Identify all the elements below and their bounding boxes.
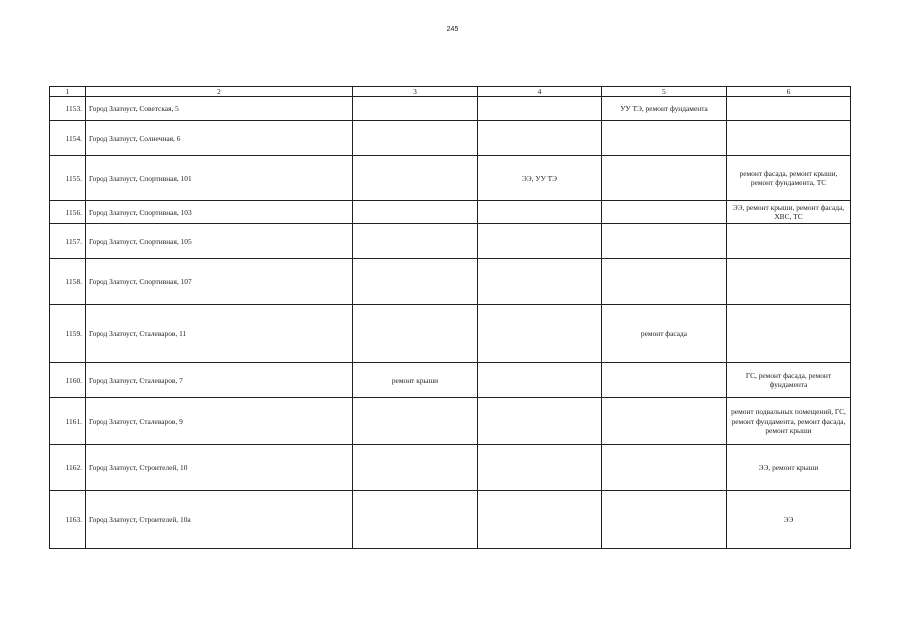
cell-col3 xyxy=(353,224,478,259)
row-address: Город Златоуст, Строителей, 10а xyxy=(86,491,353,549)
cell-col4 xyxy=(478,97,602,121)
row-address: Город Златоуст, Строителей, 10 xyxy=(86,445,353,491)
row-address: Город Златоуст, Сталеваров, 11 xyxy=(86,305,353,363)
cell-col6 xyxy=(727,259,851,305)
table-row xyxy=(50,491,851,549)
cell-col3 xyxy=(353,491,478,549)
row-number: 1155. xyxy=(50,156,86,201)
column-header-4: 4 xyxy=(478,87,602,97)
cell-col3 xyxy=(353,305,478,363)
cell-col4 xyxy=(478,363,602,398)
cell-col5 xyxy=(602,224,727,259)
table-row xyxy=(50,97,851,121)
row-number: 1159. xyxy=(50,305,86,363)
cell-col3 xyxy=(353,201,478,224)
cell-col6: ЭЭ, ремонт крыши xyxy=(727,445,851,491)
column-header-1: 1 xyxy=(50,87,86,97)
column-header-3: 3 xyxy=(353,87,478,97)
row-number: 1156. xyxy=(50,201,86,224)
row-address: Город Златоуст, Спортивная, 105 xyxy=(86,224,353,259)
cell-col6 xyxy=(727,305,851,363)
cell-col5 xyxy=(602,259,727,305)
row-number: 1161. xyxy=(50,398,86,445)
row-number: 1157. xyxy=(50,224,86,259)
cell-col5 xyxy=(602,398,727,445)
cell-col4: ЭЭ, УУ ТЭ xyxy=(478,156,602,201)
cell-col4 xyxy=(478,305,602,363)
page-number: 245 xyxy=(446,26,459,33)
table-row xyxy=(50,224,851,259)
column-header-2: 2 xyxy=(86,87,353,97)
row-number: 1163. xyxy=(50,491,86,549)
cell-col5: УУ ТЭ, ремонт фундамента xyxy=(602,97,727,121)
row-address: Город Златоуст, Спортивная, 107 xyxy=(86,259,353,305)
row-number: 1158. xyxy=(50,259,86,305)
row-number: 1162. xyxy=(50,445,86,491)
header-row xyxy=(50,87,851,97)
cell-col3 xyxy=(353,398,478,445)
cell-col4 xyxy=(478,445,602,491)
cell-col3 xyxy=(353,259,478,305)
table-row xyxy=(50,398,851,445)
table-row xyxy=(50,201,851,224)
column-header-5: 5 xyxy=(602,87,727,97)
row-address: Город Златоуст, Спортивная, 103 xyxy=(86,201,353,224)
row-address: Город Златоуст, Спортивная, 101 xyxy=(86,156,353,201)
cell-col5 xyxy=(602,491,727,549)
cell-col6 xyxy=(727,97,851,121)
cell-col5 xyxy=(602,156,727,201)
cell-col4 xyxy=(478,121,602,156)
cell-col6: ЭЭ xyxy=(727,491,851,549)
cell-col5 xyxy=(602,121,727,156)
table-row xyxy=(50,305,851,363)
registry-table xyxy=(49,86,851,549)
table-row xyxy=(50,363,851,398)
column-header-6: 6 xyxy=(727,87,851,97)
cell-col6: ремонт фасада, ремонт крыши, ремонт фундамента, ТС xyxy=(727,156,851,201)
row-address: Город Златоуст, Сталеваров, 7 xyxy=(86,363,353,398)
cell-col4 xyxy=(478,398,602,445)
row-address: Город Златоуст, Советская, 5 xyxy=(86,97,353,121)
cell-col3 xyxy=(353,156,478,201)
cell-col4 xyxy=(478,224,602,259)
cell-col6 xyxy=(727,121,851,156)
cell-col6: ЭЭ, ремонт крыши, ремонт фасада, ХВС, ТС xyxy=(727,201,851,224)
cell-col3 xyxy=(353,97,478,121)
row-number: 1160. xyxy=(50,363,86,398)
cell-col6: ремонт подвальных помещений, ГС, ремонт фундамента, ремонт фасада, ремонт крыши xyxy=(727,398,851,445)
cell-col5 xyxy=(602,201,727,224)
row-address: Город Златоуст, Сталеваров, 9 xyxy=(86,398,353,445)
cell-col3 xyxy=(353,121,478,156)
cell-col5: ремонт фасада xyxy=(602,305,727,363)
row-number: 1153. xyxy=(50,97,86,121)
cell-col5 xyxy=(602,445,727,491)
cell-col6 xyxy=(727,224,851,259)
table-row xyxy=(50,121,851,156)
cell-col4 xyxy=(478,259,602,305)
cell-col3 xyxy=(353,445,478,491)
cell-col5 xyxy=(602,363,727,398)
cell-col3: ремонт крыши xyxy=(353,363,478,398)
row-address: Город Златоуст, Солнечная, 6 xyxy=(86,121,353,156)
cell-col4 xyxy=(478,491,602,549)
table-row xyxy=(50,445,851,491)
table-row xyxy=(50,259,851,305)
table-row xyxy=(50,156,851,201)
cell-col6: ГС, ремонт фасада, ремонт фундамента xyxy=(727,363,851,398)
cell-col4 xyxy=(478,201,602,224)
row-number: 1154. xyxy=(50,121,86,156)
